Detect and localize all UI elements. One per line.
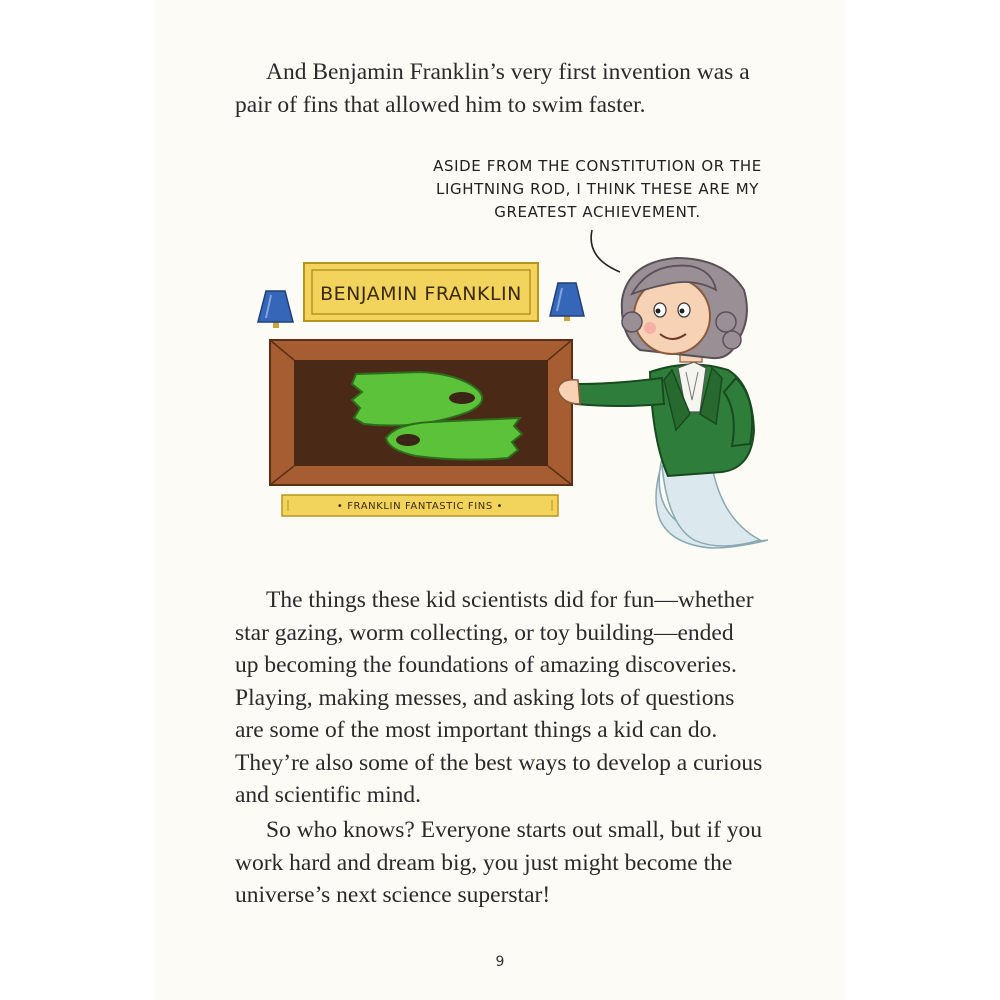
paragraph-closing: So who knows? Everyone starts out small, but if you work hard and dream big, you just might become the universe’s next science superstar!	[235, 817, 763, 908]
paragraph-intro: And Benjamin Franklin’s very first invention was a pair of fins that allowed him to swim faster.	[235, 59, 750, 118]
right-wall-lamp	[550, 283, 584, 321]
paragraph-fun: The things these kid scientists did for fun—whether star gazing, worm collecting, or toy building—ended up becoming the foundations of amazing discoveries. Playing, making messes, and asking lots of questions are some of the most important things a kid can do. They’re also some of the best ways to develop a curious and scientific mind.	[235, 587, 763, 808]
display-case	[270, 340, 572, 485]
speech-tail	[591, 230, 620, 272]
franklin-ghost	[558, 258, 768, 548]
page-number: 9	[495, 954, 505, 970]
name-sign-text: BENJAMIN FRANKLIN	[320, 283, 522, 305]
plaque-text: • FRANKLIN FANTASTIC FINS •	[336, 501, 504, 512]
plaque	[282, 495, 558, 516]
name-sign	[304, 263, 538, 321]
left-wall-lamp	[258, 291, 293, 328]
speech-bubble-text: ASIDE FROM THE CONSTITUTION OR THE LIGHTNING ROD, I THINK THESE ARE MY GREATEST ACHIEVEMENT.	[433, 157, 762, 221]
